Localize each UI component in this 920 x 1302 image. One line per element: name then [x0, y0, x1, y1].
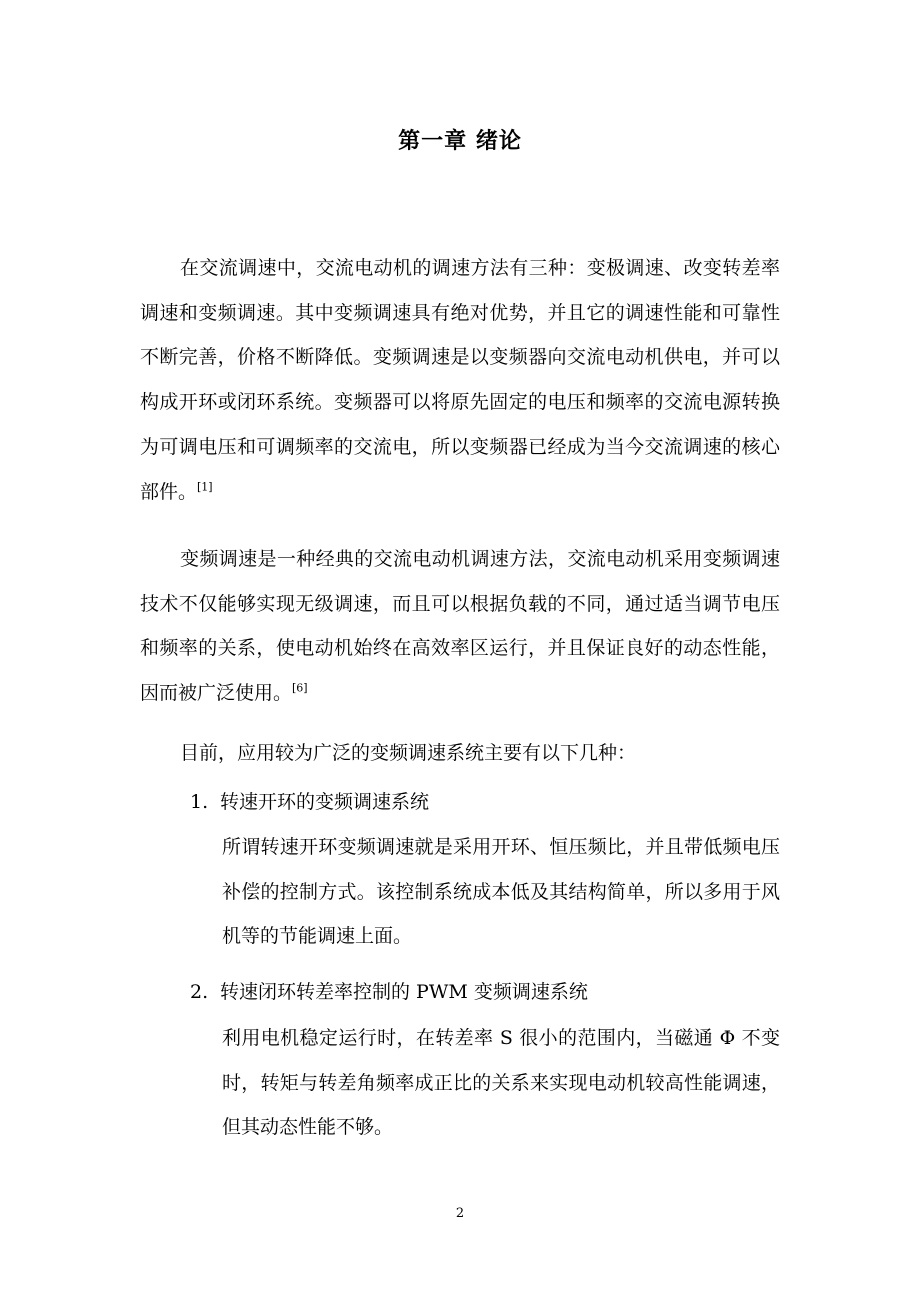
list-number: 2. [190, 981, 209, 1003]
citation-6: [6] [292, 681, 308, 695]
list-item-2-heading [190, 970, 780, 1015]
list-number: 1. [190, 791, 209, 813]
list-item-1-body: 所谓转速开环变频调速就是采用开环、恒压频比，并且带低频电压补偿的控制方式。该控制系统成本低及其结构简单，所以多用于风机等的节能调速上面。 [222, 836, 780, 948]
paragraph-1-text: 在交流调速中，交流电动机的调速方法有三种：变极调速、改变转差率调速和变频调速。其中变频调速具有绝对优势，并且它的调速性能和可靠性不断完善，价格不断降低。变频调速是以变频器向交流电动机供电，并可以构成开环或闭环系统。变频器可以将原先固定的电压和频率的交流电源转换为可调电压和可调频率的交流电，所以变频器已经成为当今交流调速的核心部件。 [140, 257, 780, 503]
list-heading: 转速闭环转差率控制的 PWM 变频调速系统 [220, 981, 588, 1003]
paragraph-2-text: 变频调速是一种经典的交流电动机调速方法，交流电动机采用变频调速技术不仅能够实现无级调速，而且可以根据负载的不同，通过适当调节电压和频率的关系，使电动机始终在高效率区运行，并且保证良好的动态性能，因而被广泛使用。 [140, 548, 780, 705]
paragraph-1 [140, 246, 780, 514]
chapter-title: 第一章 绪论 [398, 128, 522, 154]
paragraph-2 [140, 537, 780, 716]
paragraph-3: 目前，应用较为广泛的变频调速系统主要有以下几种： [180, 742, 637, 764]
list-item-1-heading [190, 780, 780, 825]
list-heading: 转速开环的变频调速系统 [220, 791, 430, 813]
list-item-2-body: 利用电机稳定运行时，在转差率 S 很小的范围内，当磁通 Φ 不变时，转矩与转差角频率成正比的关系来实现电动机较高性能调速，但其动态性能不够。 [222, 1027, 780, 1139]
citation-1: [1] [197, 480, 213, 494]
page-number: 2 [455, 1206, 465, 1221]
